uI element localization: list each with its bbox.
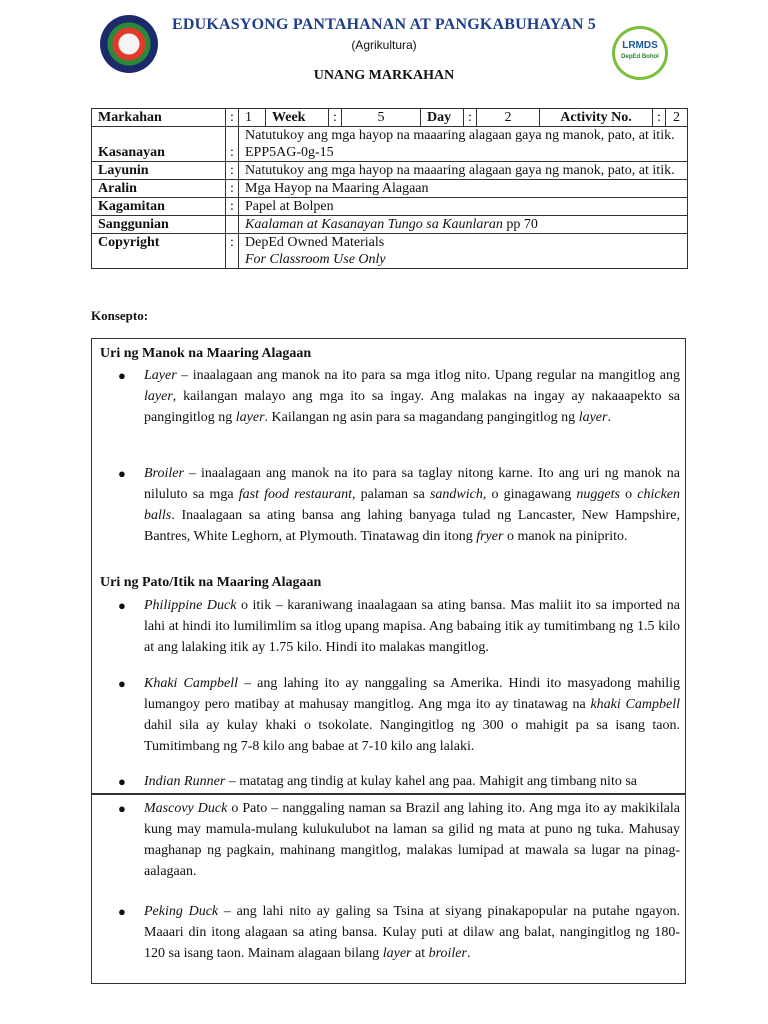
list-item-layer: ● Layer – inaalagaan ang manok na ito para sa mga itlog nito. Upang regular na mangitlog ang layer, kailangan malayo ang mga ito sa ingay. Ang malakas na ingay ay nakaaapekto sa pangingitlog ng layer. Kailangan ng asin para sa magandang pangingitlog ng layer. bbox=[144, 365, 680, 428]
info-row-markahan bbox=[92, 109, 688, 127]
activity-value: 2 bbox=[666, 109, 688, 127]
week-label: Week bbox=[266, 109, 329, 127]
copyright-value: DepEd Owned Materials bbox=[245, 235, 385, 250]
bullet-icon: ● bbox=[118, 676, 126, 691]
bullet-icon: ● bbox=[118, 774, 126, 789]
kagamitan-value: Papel at Bolpen bbox=[239, 198, 688, 216]
sanggunian-value-cell bbox=[239, 216, 688, 234]
markahan-label: Markahan bbox=[92, 109, 226, 127]
sanggunian-pages: pp 70 bbox=[502, 217, 538, 232]
kasanayan-label: Kasanayan bbox=[92, 127, 226, 162]
aralin-value: Mga Hayop na Maaring Alagaan bbox=[239, 180, 688, 198]
week-value: 5 bbox=[342, 109, 421, 127]
list-item-peking-duck: ● Peking Duck – ang lahi nito ay galing sa Tsina at siyang pinakapopular na putahe ngayon. Maaari din itong alagaan sa ating bansa. Kulay puti at dilaw ang balat, nangingitlog ng 180-120 sa isang taon. Mainam alagaan bilang layer at broiler. bbox=[144, 901, 680, 964]
activity-label: Activity No. bbox=[540, 109, 653, 127]
info-row-copyright bbox=[92, 234, 688, 269]
bullet-icon: ● bbox=[118, 466, 126, 481]
concept-box-2 bbox=[91, 794, 686, 984]
lrmds-logo-subtext: DepEd Bohol bbox=[621, 54, 659, 60]
colon: : bbox=[226, 127, 239, 162]
manok-section-title: Uri ng Manok na Maaring Alagaan bbox=[100, 346, 312, 361]
colon: : bbox=[653, 109, 666, 127]
day-value: 2 bbox=[477, 109, 540, 127]
colon: : bbox=[226, 234, 239, 269]
list-item-mascovy-duck: ● Mascovy Duck o Pato – nanggaling naman sa Brazil ang lahing ito. Ang mga ito ay makikilala kung may mamula-mulang kulukulubot na laman sa gilid ng mata at puno ng tuka. Mahusay maghanap ng pagkain, mahinang mangitlog, malakas lumipad at mawala sa lugar na pinag-aalagaan. bbox=[144, 798, 680, 882]
info-row-aralin bbox=[92, 180, 688, 198]
bullet-icon: ● bbox=[118, 801, 126, 816]
copyright-note: For Classroom Use Only bbox=[245, 252, 386, 267]
document-subtitle: (Agrikultura) bbox=[351, 38, 417, 52]
aralin-label: Aralin bbox=[92, 180, 226, 198]
info-row-sanggunian bbox=[92, 216, 688, 234]
info-row-kasanayan bbox=[92, 127, 688, 162]
lrmds-logo-text: LRMDS bbox=[622, 40, 658, 51]
concept-box-1 bbox=[91, 338, 686, 794]
list-item-philippine-duck: ● Philippine Duck o itik – karaniwang inaalagaan sa ating bansa. Mas maliit ito sa imported na lahi at hindi ito lumilimlim sa itlog upang mapisa. Ang babaing itik ay tumitimbang ng 1.5 kilo at ang lalaking itik ay 1.75 kilo. Hindi ito malakas mangitlog. bbox=[144, 595, 680, 658]
colon: : bbox=[226, 162, 239, 180]
kasanayan-value: Natutukoy ang mga hayop na maaaring alagaan gaya ng manok, pato, at itik. EPP5AG-0g-15 bbox=[239, 127, 688, 162]
layunin-value: Natutukoy ang mga hayop na maaaring alagaan gaya ng manok, pato, at itik. bbox=[239, 162, 688, 180]
copyright-value-cell bbox=[239, 234, 688, 269]
bullet-icon: ● bbox=[118, 904, 126, 919]
bullet-icon: ● bbox=[118, 598, 126, 613]
colon: : bbox=[329, 109, 342, 127]
copyright-label: Copyright bbox=[92, 234, 226, 269]
list-item-khaki-campbell: ● Khaki Campbell – ang lahing ito ay nanggaling sa Amerika. Hindi ito masyadong mahilig lumangoy pero matibay at mahusay mangitlog. Ang mga ito ay tinatawag na khaki Campbell dahil sila ay kulay khaki o tsokolate. Nangingitlog ng 300 o mahigit pa sa isang taon. Tumitimbang ng 7-8 kilo ang babae at 7-10 kilo ang lalaki. bbox=[144, 673, 680, 757]
activity-info-table bbox=[91, 108, 688, 269]
bullet-icon: ● bbox=[118, 368, 126, 383]
list-item-broiler: ● Broiler – inaalagaan ang manok na ito para sa taglay nitong karne. Ito ang uri ng manok na niluluto sa mga fast food restaurant, palaman sa sandwich, o ginagawang nuggets o chicken balls. Inaalagaan sa ating bansa ang lahing banyaga tulad ng Lancaster, New Hampshire, Bantres, White Leghorn, at Plymouth. Tinatawag din itong fryer o manok na piniprito. bbox=[144, 463, 680, 547]
document-title: EDUKASYONG PANTAHANAN AT PANGKABUHAYAN 5 bbox=[171, 16, 597, 33]
day-label: Day bbox=[421, 109, 464, 127]
info-row-layunin bbox=[92, 162, 688, 180]
info-row-kagamitan bbox=[92, 198, 688, 216]
colon: : bbox=[226, 180, 239, 198]
kagamitan-label: Kagamitan bbox=[92, 198, 226, 216]
pato-section-title: Uri ng Pato/Itik na Maaring Alagaan bbox=[100, 575, 322, 590]
konsepto-heading: Konsepto: bbox=[91, 308, 149, 323]
layunin-label: Layunin bbox=[92, 162, 226, 180]
quarter-heading: UNANG MARKAHAN bbox=[313, 68, 455, 83]
markahan-value: 1 bbox=[239, 109, 266, 127]
sanggunian-value: Kaalaman at Kasanayan Tungo sa Kaunlaran bbox=[245, 217, 503, 232]
colon: : bbox=[464, 109, 477, 127]
colon: : bbox=[226, 198, 239, 216]
sanggunian-label: Sanggunian bbox=[92, 216, 226, 234]
colon: : bbox=[226, 109, 239, 127]
list-item-indian-runner: ● Indian Runner – matatag ang tindig at kulay kahel ang paa. Mahigit ang timbang nito sa bbox=[144, 771, 680, 792]
